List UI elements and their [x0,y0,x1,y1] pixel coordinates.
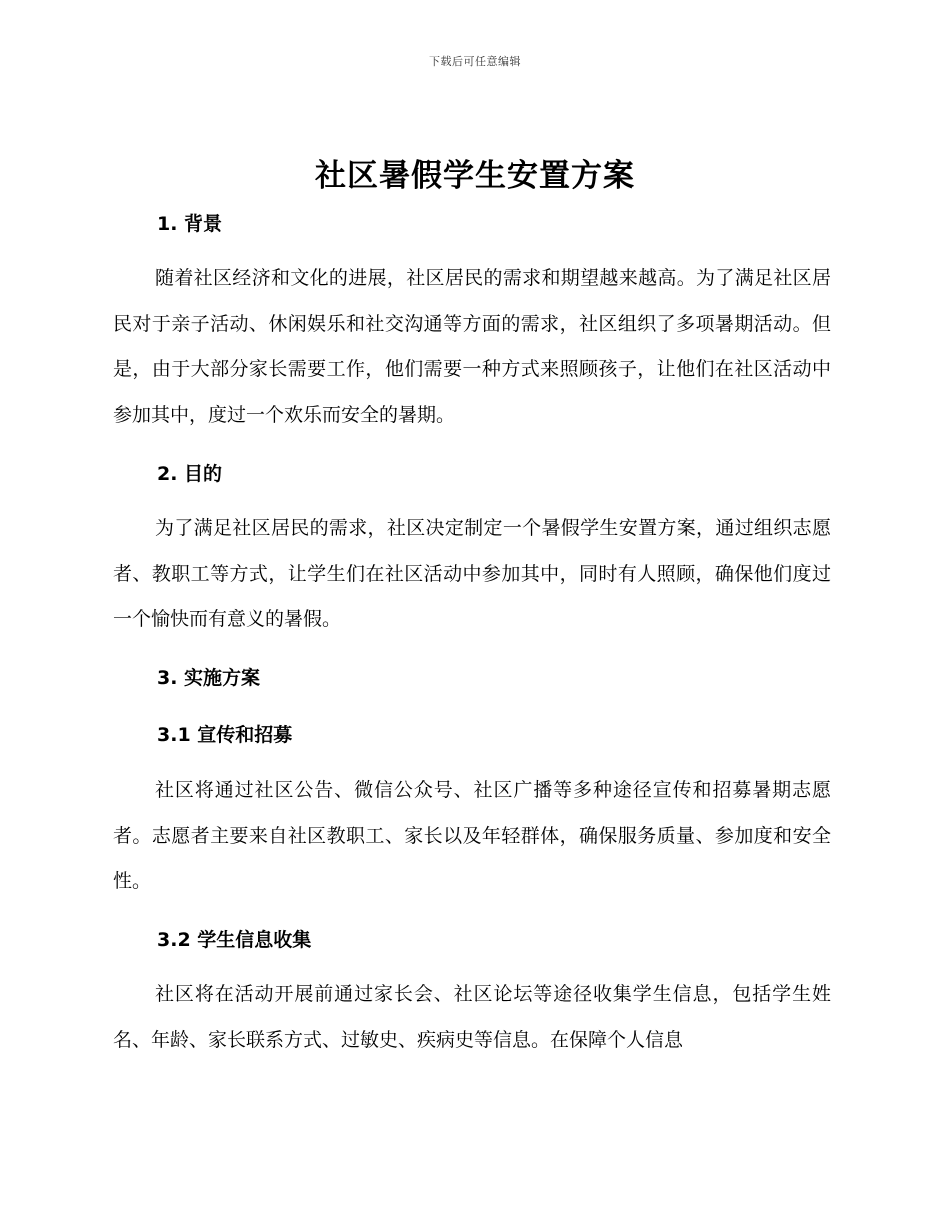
section-heading-background: 1. 背景 [157,213,223,235]
paragraph-info-collection: 社区将在活动开展前通过家长会、社区论坛等途径收集学生信息，包括学生姓名、年龄、家长联系方式、过敏史、疾病史等信息。在保障个人信息 [113,983,831,1051]
section-heading-info-collection: 3.2 学生信息收集 [157,929,312,951]
header-note: 下载后可任意编辑 [429,55,521,68]
paragraph-purpose: 为了满足社区居民的需求，社区决定制定一个暑假学生安置方案，通过组织志愿者、教职工等方式，让学生们在社区活动中参加其中，同时有人照顾，确保他们度过一个愉快而有意义的暑假。 [113,517,831,630]
section-heading-publicity-recruitment: 3.1 宣传和招募 [157,724,293,746]
section-heading-implementation: 3. 实施方案 [157,667,261,689]
paragraph-background: 随着社区经济和文化的进展，社区居民的需求和期望越来越高。为了满足社区居民对于亲子活动、休闲娱乐和社交沟通等方面的需求，社区组织了多项暑期活动。但是，由于大部分家长需要工作，他们需要一种方式来照顾孩子，让他们在社区活动中参加其中，度过一个欢乐而安全的暑期。 [113,267,831,426]
paragraph-publicity-recruitment: 社区将通过社区公告、微信公众号、社区广播等多种途径宣传和招募暑期志愿者。志愿者主要来自社区教职工、家长以及年轻群体，确保服务质量、参加度和安全性。 [113,779,831,892]
document-title: 社区暑假学生安置方案 [315,158,635,194]
section-heading-purpose: 2. 目的 [157,463,223,485]
